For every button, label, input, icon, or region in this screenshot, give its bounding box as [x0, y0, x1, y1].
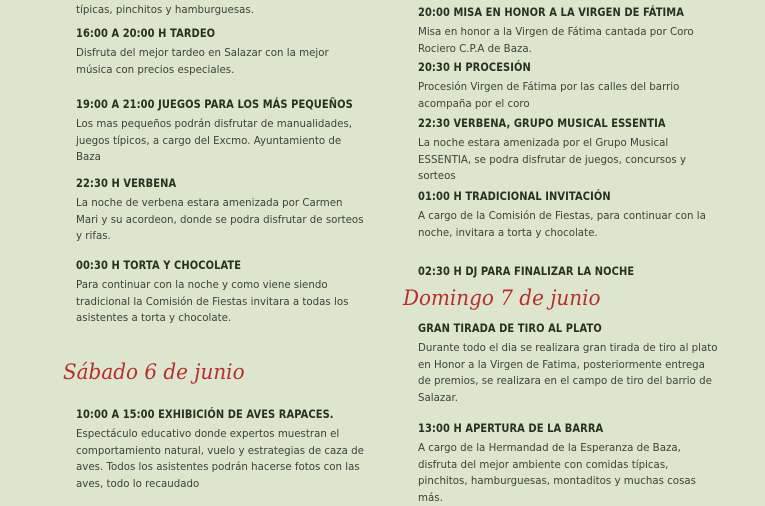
event-description: Procesión Virgen de Fátima por las calles del barrio acompaña por el coro — [418, 80, 680, 110]
event-title: 22:30 H VERBENA — [76, 176, 177, 190]
event-description: Misa en honor a la Virgen de Fátima cantada por Coro Rociero C.P.A de Baza. — [418, 25, 694, 55]
event-description: Disfruta del mejor tardeo en Salazar con la mejor música con precios especiales. — [76, 46, 329, 76]
event-procesion — [418, 59, 718, 112]
event-title: GRAN TIRADA DE TIRO AL PLATO — [418, 321, 602, 335]
event-verbena — [76, 175, 366, 245]
event-aves — [76, 406, 366, 492]
event-tiro-plato — [418, 320, 718, 406]
event-title: 16:00 A 20:00 H TARDEO — [76, 26, 216, 40]
event-juegos — [76, 96, 366, 166]
event-title: 00:30 H TORTA Y CHOCOLATE — [76, 258, 242, 272]
event-description: La noche de verbena estara amenizada por Carmen Mari y su acordeon, donde se podra disfrutar de sorteos y rifas. — [76, 196, 364, 242]
event-torta — [76, 257, 366, 327]
event-description: Durante todo el dia se realizara gran tirada de tiro al plato en Honor a la Virgen de Fatima, posteriormente entrega de premios, se realizara en el campo de tiro del barrio de Salazar. — [418, 341, 718, 404]
event-title: 22:30 VERBENA, GRUPO MUSICAL ESSENTIA — [418, 116, 666, 130]
event-title: 02:30 H DJ PARA FINALIZAR LA NOCHE — [418, 264, 635, 278]
event-dj — [418, 263, 718, 279]
event-barra — [418, 420, 718, 506]
event-description: Espectáculo educativo donde expertos muestran el comportamiento natural, vuelo y estrategias de caza de aves. Todos los asistentes podrán hacerse fotos con las aves, todo lo recaudado — [76, 427, 364, 490]
event-description: Los mas pequeños podrán disfrutar de manualidades, juegos típicos, a cargo del Excmo. Ayuntamiento de Baza — [76, 117, 353, 163]
day-heading-sabado: Sábado 6 de junio — [63, 360, 245, 384]
event-title: 01:00 H TRADICIONAL INVITACIÓN — [418, 189, 611, 203]
event-title: 20:00 MISA EN HONOR A LA VIRGEN DE FÁTIMA — [418, 5, 684, 19]
event-description: La noche estara amenizada por el Grupo Musical ESSENTIA, se podra disfrutar de juegos, concursos y sorteos — [418, 136, 687, 182]
event-description: típicas, pinchitos y hamburguesas. — [76, 3, 255, 16]
event-description: A cargo de la Hermandad de la Esperanza de Baza, disfruta del mejor ambiente con comidas típicas, pinchitos, hamburguesas, montaditos y muchas cosas más. — [418, 441, 697, 504]
event-title: 13:00 H APERTURA DE LA BARRA — [418, 421, 604, 435]
event-title: 20:30 H PROCESIÓN — [418, 60, 531, 74]
event-title: 10:00 A 15:00 EXHIBICIÓN DE AVES RAPACES. — [76, 407, 334, 421]
day-heading-domingo: Domingo 7 de junio — [403, 286, 601, 310]
event-essentia — [418, 115, 718, 185]
event-description: A cargo de la Comisión de Fiestas, para continuar con la noche, invitara a torta y chocolate. — [418, 209, 706, 239]
event-title: 19:00 A 21:00 JUEGOS PARA LOS MÁS PEQUEÑOS — [76, 97, 353, 111]
event-description: Para continuar con la noche y como viene siendo tradicional la Comisión de Fiestas invitara a todas los asistentes a torta y chocolate. — [76, 278, 349, 324]
event-invitacion — [418, 188, 718, 241]
event-fragment — [76, 2, 366, 19]
event-tardeo — [76, 25, 366, 78]
event-misa — [418, 4, 718, 57]
